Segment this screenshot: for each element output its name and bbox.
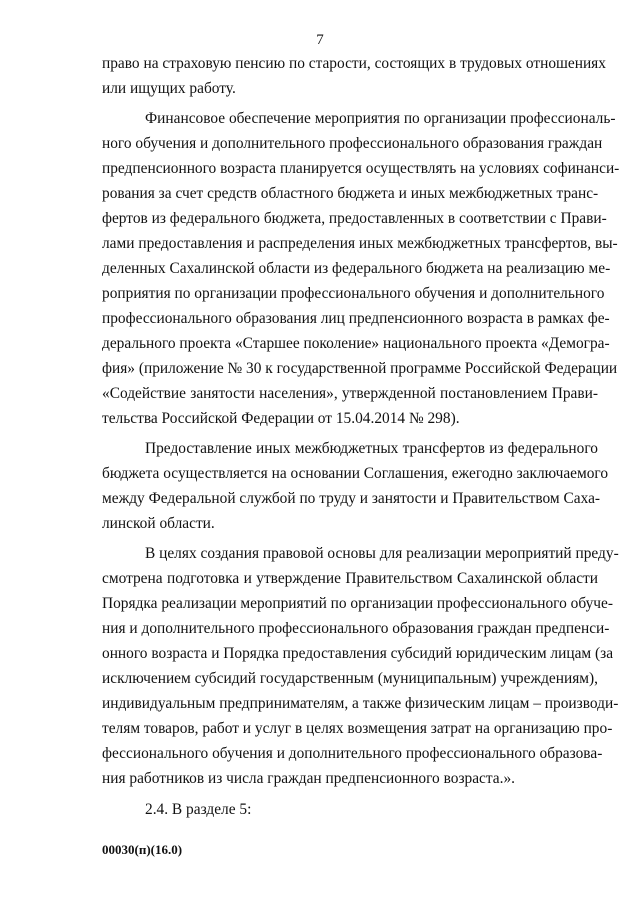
page-number: 7 [316, 32, 324, 48]
text-line: фертов из федерального бюджета, предоставленных в соответствии с Прави- [102, 210, 607, 227]
section-heading: 2.4. В разделе 5: [145, 801, 252, 818]
text-line: смотрена подготовка и утверждение Правительством Сахалинской области [102, 570, 598, 587]
text-line: или ищущих работу. [102, 80, 236, 97]
text-line: предпенсионного возраста планируется осуществлять на условиях софинанси- [102, 160, 620, 177]
text-line: право на страховую пенсию по старости, состоящих в трудовых отношениях [102, 55, 606, 72]
text-line: ния и дополнительного профессионального образования граждан предпенси- [102, 620, 610, 637]
text-line: роприятия по организации профессионального обучения и дополнительного [102, 285, 605, 302]
text-line: бюджета осуществляется на основании Соглашения, ежегодно заключаемого [102, 465, 609, 482]
text-line: фессионального обучения и дополнительного профессионального образова- [102, 745, 603, 762]
text-line: линской области. [102, 515, 215, 532]
text-line: лами предоставления и распределения иных межбюджетных трансфертов, вы- [102, 235, 618, 252]
text-line: индивидуальным предпринимателям, а также физическим лицам – производи- [102, 695, 619, 712]
text-line: между Федеральной службой по труду и занятости и Правительством Саха- [102, 490, 601, 507]
document-code: 00030(п)(16.0) [102, 842, 183, 857]
text-line: «Содействие занятости населения», утвержденной постановлением Прави- [102, 385, 598, 402]
text-line: тельства Российской Федерации от 15.04.2014 № 298). [102, 410, 460, 427]
text-line: Порядка реализации мероприятий по организации профессионального обуче- [102, 595, 613, 612]
text-line: онного возраста и Порядка предоставления субсидий юридическим лицам (за [102, 645, 614, 662]
text-line: профессионального образования лиц предпенсионного возраста в рамках фе- [102, 310, 610, 327]
text-line: деленных Сахалинской области из федерального бюджета на реализацию ме- [102, 260, 611, 277]
text-line: фия» (приложение № 30 к государственной программе Российской Федерации [102, 360, 618, 377]
text-line: дерального проекта «Старшее поколение» национального проекта «Демогра- [102, 335, 610, 352]
paragraph-first-line: Финансовое обеспечение мероприятия по организации профессиональ- [145, 110, 616, 127]
paragraph-first-line: В целях создания правовой основы для реализации мероприятий преду- [145, 545, 619, 562]
text-line: исключением субсидий государственным (муниципальным) учреждениям), [102, 670, 598, 687]
text-line: ного обучения и дополнительного профессионального образования граждан [102, 135, 603, 152]
paragraph-first-line: Предоставление иных межбюджетных трансфертов из федерального [145, 440, 598, 457]
text-line: телям товаров, работ и услуг в целях возмещения затрат на организацию про- [102, 720, 613, 737]
text-line: рования за счет средств областного бюджета и иных межбюджетных транс- [102, 185, 599, 202]
text-line: ния работников из числа граждан предпенсионного возраста.». [102, 770, 516, 787]
